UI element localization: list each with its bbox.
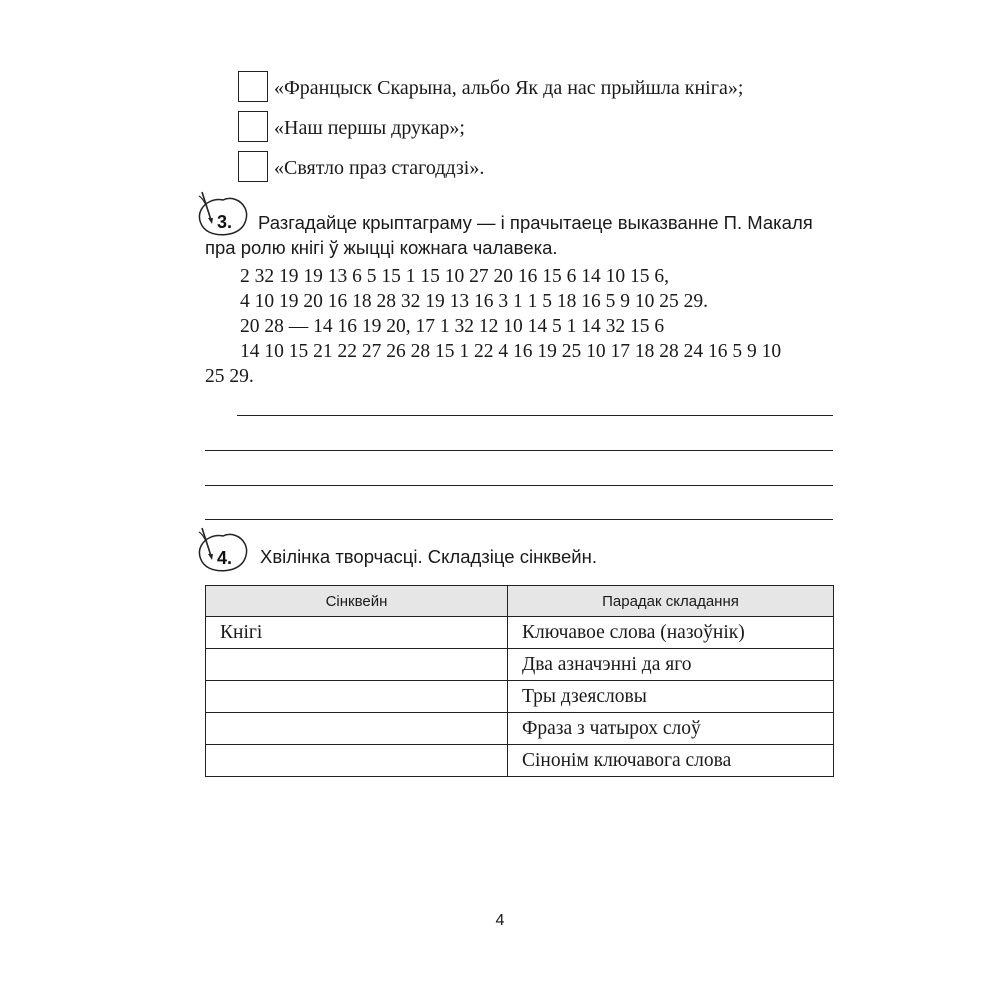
task3-text-line1: Разгадайце крыптаграму — і прачытаеце выказванне П. Макаля <box>258 212 813 233</box>
cryptogram-line-5: 25 29. <box>205 366 254 387</box>
sinquain-cell[interactable] <box>206 681 508 713</box>
order-cell: Два азначэнні да яго <box>508 649 834 681</box>
table-header-row <box>206 586 834 617</box>
belarus-map-pen-icon <box>193 190 251 240</box>
option-text-1: «Францыск Скарына, альбо Як да нас прыйшла кніга»; <box>274 77 744 99</box>
order-cell: Тры дзеясловы <box>508 681 834 713</box>
answer-line-3[interactable] <box>205 485 833 486</box>
option-text-2: «Наш першы друкар»; <box>274 117 465 139</box>
belarus-map-pen-icon <box>193 526 251 576</box>
table-row <box>206 713 834 745</box>
table-row <box>206 745 834 777</box>
page-number: 4 <box>495 912 505 929</box>
cryptogram-line-2: 4 10 19 20 16 18 28 32 19 13 16 3 1 1 5 18 16 5 9 10 25 29. <box>240 291 708 312</box>
order-cell: Фраза з чатырох слоў <box>508 713 834 745</box>
option-checkbox-3[interactable] <box>238 151 268 182</box>
task4-title: Хвілінка творчасці. Складзіце сінквейн. <box>260 546 597 567</box>
task3-text-line2: пра ролю кнігі ў жыцці кожнага чалавека. <box>205 237 558 258</box>
answer-line-1[interactable] <box>237 415 833 416</box>
sinquain-cell[interactable] <box>206 745 508 777</box>
task3-number: 3. <box>217 212 233 232</box>
task4-number: 4. <box>217 548 233 568</box>
sinquain-table <box>205 585 834 777</box>
sinquain-cell[interactable] <box>206 649 508 681</box>
cryptogram-line-3: 20 28 — 14 16 19 20, 17 1 32 12 10 14 5 1 14 32 15 6 <box>240 316 665 337</box>
table-row <box>206 649 834 681</box>
option-checkbox-1[interactable] <box>238 71 268 102</box>
table-header-sinquain: Сінквейн <box>206 586 508 617</box>
answer-line-2[interactable] <box>205 450 833 451</box>
option-checkbox-2[interactable] <box>238 111 268 142</box>
table-row <box>206 617 834 649</box>
option-text-3: «Святло праз стагоддзі». <box>274 157 485 179</box>
table-row <box>206 681 834 713</box>
sinquain-cell[interactable]: Кнігі <box>206 617 508 649</box>
answer-line-4[interactable] <box>205 519 833 520</box>
cryptogram-line-4: 14 10 15 21 22 27 26 28 15 1 22 4 16 19 25 10 17 18 28 24 16 5 9 10 <box>240 341 782 362</box>
cryptogram-line-1: 2 32 19 19 13 6 5 15 1 15 10 27 20 16 15 6 14 10 15 6, <box>240 266 669 287</box>
order-cell: Сінонім ключавога слова <box>508 745 834 777</box>
table-header-order: Парадак складання <box>508 586 834 617</box>
sinquain-cell[interactable] <box>206 713 508 745</box>
order-cell: Ключавое слова (назоўнік) <box>508 617 834 649</box>
